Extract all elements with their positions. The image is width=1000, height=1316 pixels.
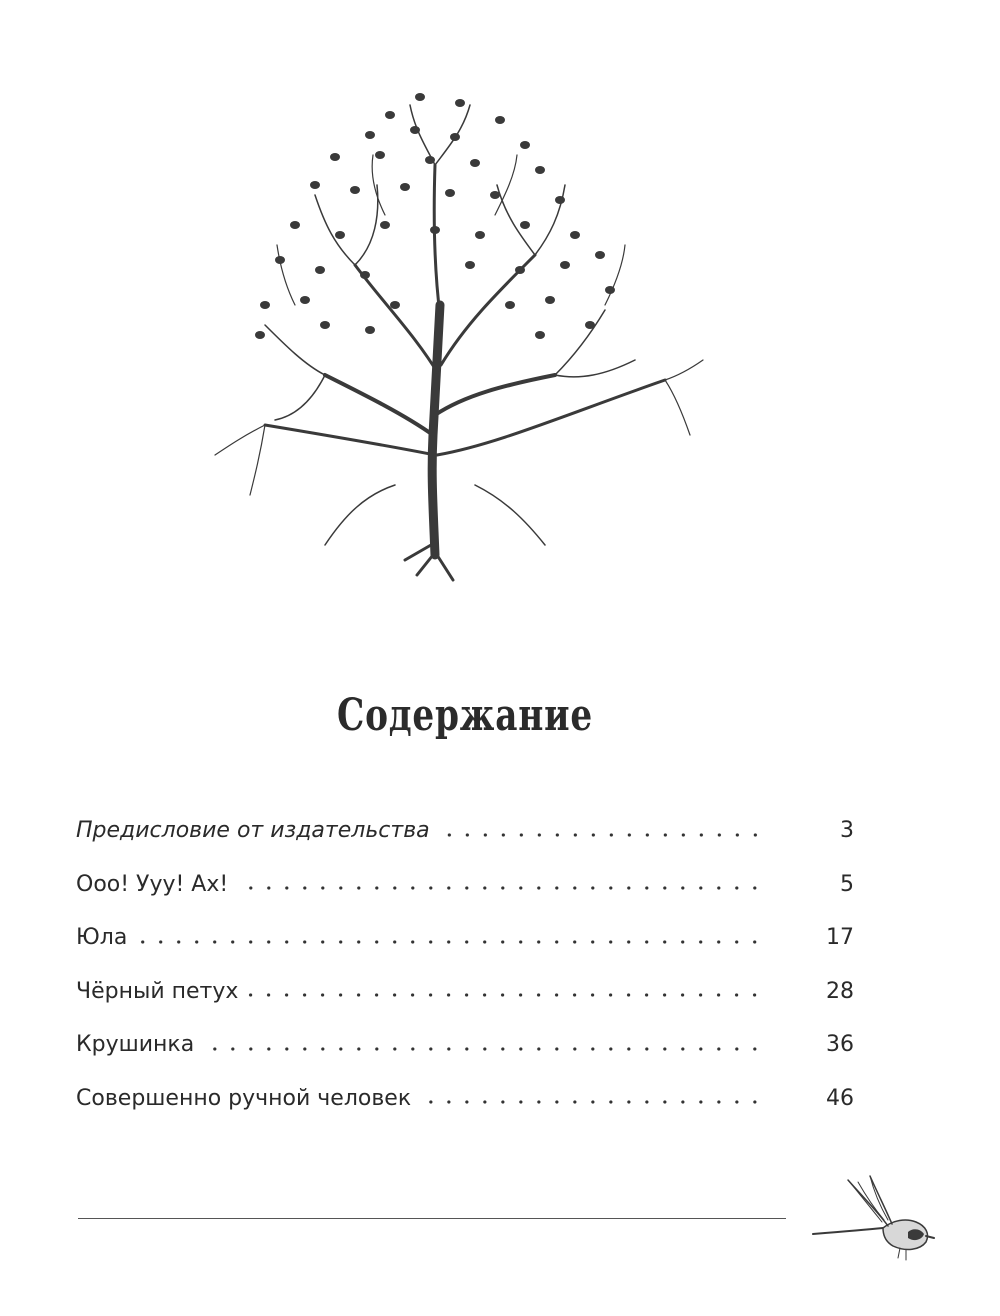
toc-entry-title: Крушинка	[76, 1032, 204, 1057]
toc-entry[interactable]	[76, 1072, 854, 1126]
toc-dot-leader	[137, 931, 764, 953]
toc-dot-leader	[238, 877, 764, 899]
toc-dot-leader	[248, 984, 764, 1006]
toc-entry-page: 46	[826, 1085, 854, 1111]
toc-entry[interactable]	[76, 1018, 854, 1072]
toc-entry[interactable]	[76, 965, 854, 1019]
toc-entry-title: Ооо! Ууу! Ах!	[76, 872, 238, 897]
toc-dot-leader	[421, 1091, 764, 1113]
toc-dot-leader	[440, 824, 764, 846]
toc-entry-page: 5	[840, 871, 854, 897]
tree-with-birds-icon	[205, 75, 705, 585]
toc-entry-title: Совершенно ручной человек	[76, 1086, 421, 1111]
table-of-contents	[76, 804, 854, 1125]
toc-entry[interactable]	[76, 804, 854, 858]
toc-entry-title: Чёрный петух	[76, 979, 248, 1004]
page-title: Содержание	[336, 690, 594, 741]
toc-entry-page: 28	[826, 978, 854, 1004]
toc-entry[interactable]	[76, 911, 854, 965]
toc-entry-page: 3	[840, 818, 854, 844]
toc-entry-page: 36	[826, 1032, 854, 1058]
toc-entry[interactable]	[76, 858, 854, 912]
toc-dot-leader	[204, 1038, 764, 1060]
toc-entry-page: 17	[826, 925, 854, 951]
toc-entry-title: Предисловие от издательства	[76, 818, 440, 843]
sparrow-icon	[808, 1172, 938, 1262]
toc-entry-title: Юла	[76, 925, 137, 950]
footer-divider	[78, 1218, 786, 1219]
